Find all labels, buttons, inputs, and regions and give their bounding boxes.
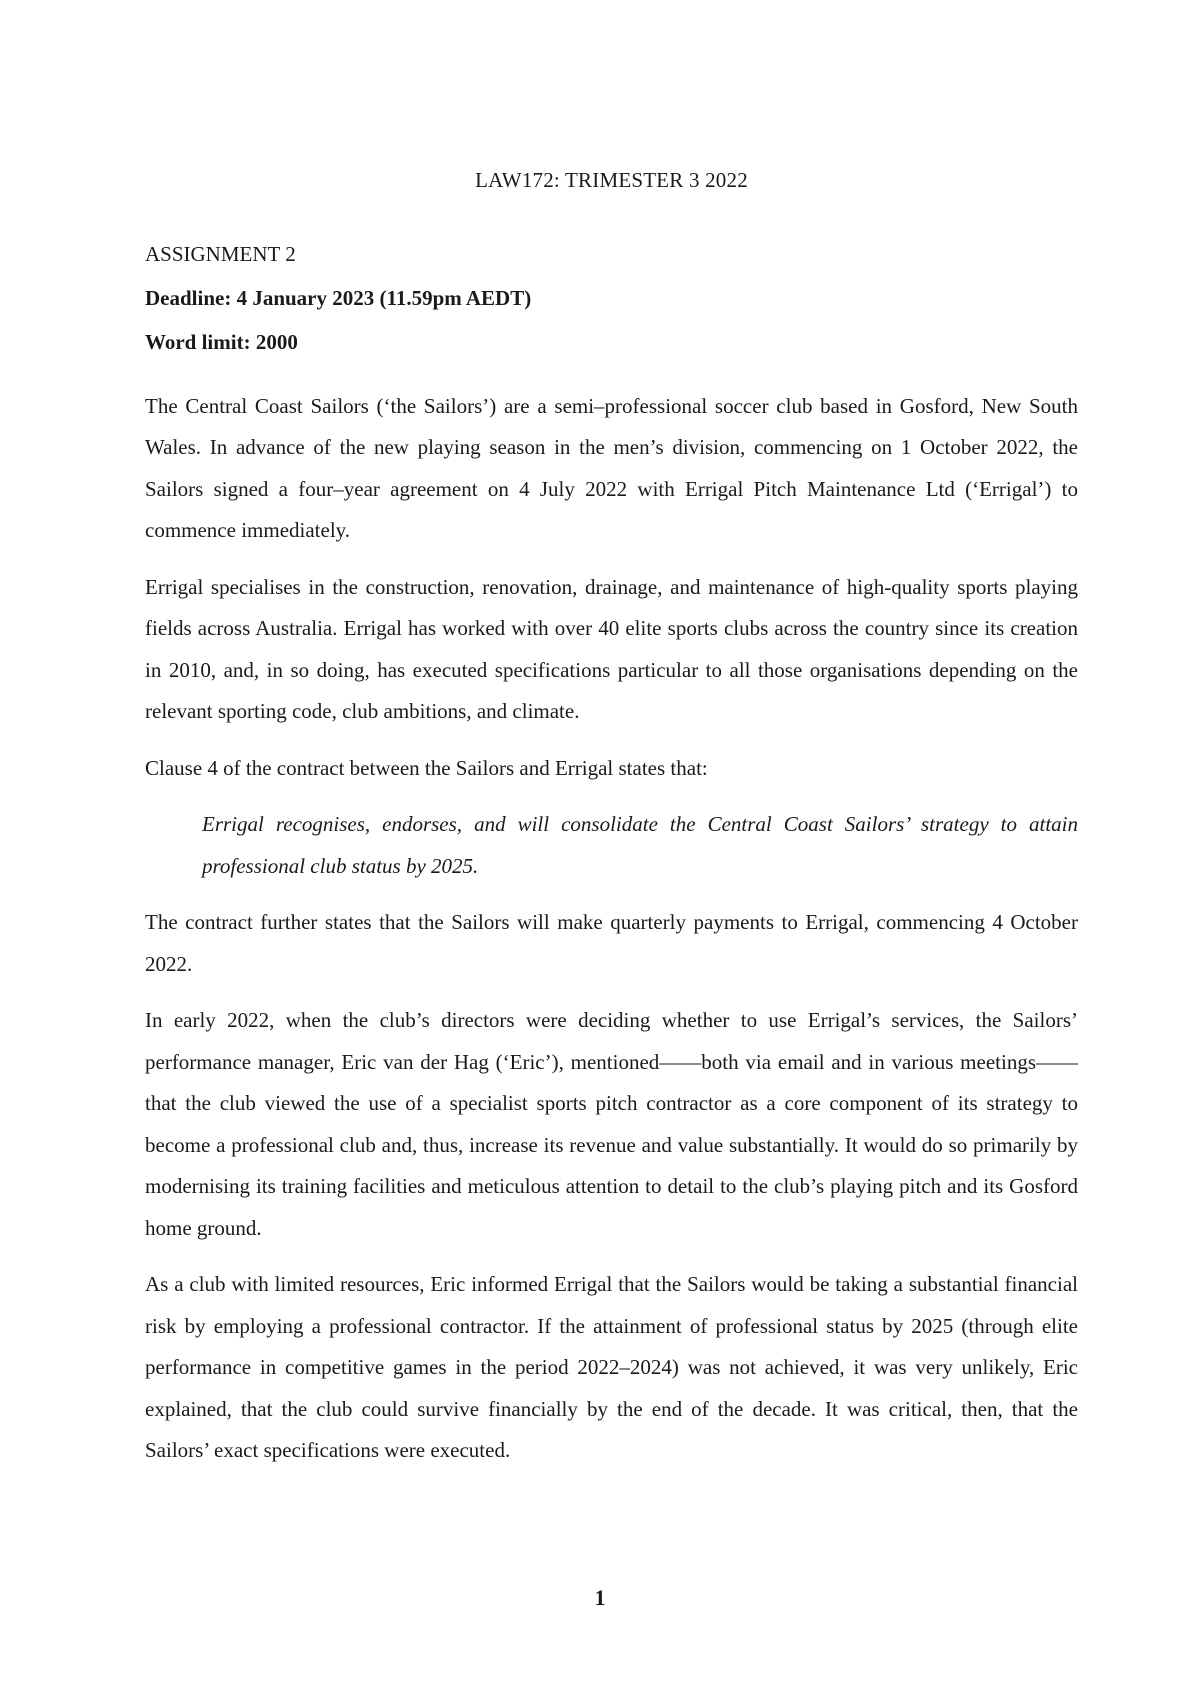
document-page (145, 160, 1078, 1487)
page-number: 1 (594, 1585, 606, 1610)
document-title: LAW172: TRIMESTER 3 2022 (475, 168, 748, 192)
paragraph-errigal: Errigal specialises in the construction, renovation, drainage, and maintenance of high-quality sports playing fields across Australia. Errigal has worked with over 40 elite sports clubs across the country since its creation in 2010, and, in so doing, has executed specifications particular to all those organisations depending on the relevant sporting code, club ambitions, and climate. (145, 574, 1078, 723)
assignment-label: ASSIGNMENT 2 (145, 241, 296, 266)
paragraph-payments: The contract further states that the Sailors will make quarterly payments to Errigal, commencing 4 October 2022. (145, 910, 1078, 976)
clause-quote: Errigal recognises, endorses, and will consolidate the Central Coast Sailors’ strategy to attain professional club status by 2025. (202, 812, 1078, 878)
paragraph-early-2022: In early 2022, when the club’s directors were deciding whether to use Errigal’s services, the Sailors’ performance manager, Eric van der Hag (‘Eric’), mentioned——both via email and in various meetings——that the club viewed the use of a specialist sports pitch contractor as a core component of its strategy to become a professional club and, thus, increase its revenue and value substantially. It would do so primarily by modernising its training facilities and meticulous attention to detail to the club’s playing pitch and its Gosford home ground. (145, 1008, 1078, 1240)
paragraph-financial-risk: As a club with limited resources, Eric informed Errigal that the Sailors would be taking a substantial financial risk by employing a professional contractor. If the attainment of professional status by 2025 (through elite performance in competitive games in the period 2022–2024) was not achieved, it was very unlikely, Eric explained, that the club could survive financially by the end of the decade. It was critical, then, that the Sailors’ exact specifications were executed. (145, 1272, 1078, 1462)
paragraph-intro: The Central Coast Sailors (‘the Sailors’) are a semi–professional soccer club based in Gosford, New South Wales. In advance of the new playing season in the men’s division, commencing on 1 October 2022, the Sailors signed a four–year agreement on 4 July 2022 with Errigal Pitch Maintenance Ltd (‘Errigal’) to commence immediately. (145, 393, 1078, 542)
paragraph-clause-4: Clause 4 of the contract between the Sailors and Errigal states that: (145, 755, 708, 780)
word-limit-text: Word limit: 2000 (145, 329, 298, 354)
deadline-text: Deadline: 4 January 2023 (11.59pm AEDT) (145, 285, 532, 310)
assignment-meta (145, 232, 1078, 364)
